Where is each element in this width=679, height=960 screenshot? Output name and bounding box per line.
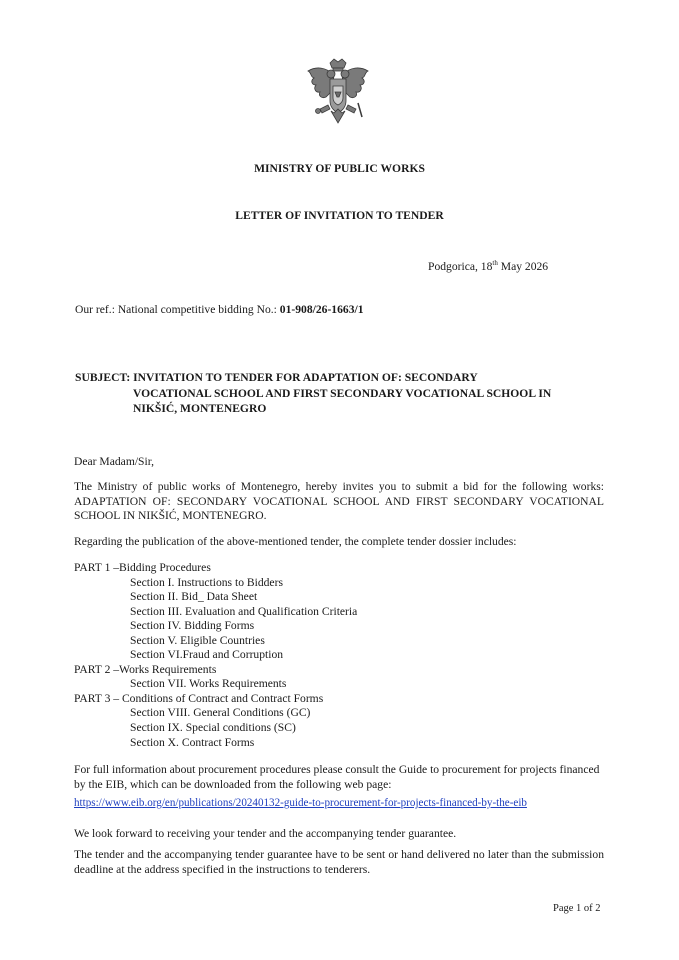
document-title: LETTER OF INVITATION TO TENDER [235,209,444,222]
part-1-section-4: Section IV. Bidding Forms [130,619,255,633]
part-3-section-2: Section IX. Special conditions (SC) [130,721,296,735]
part-3-title: PART 3 – Conditions of Contract and Contract Forms [74,691,324,705]
part-3-section-3: Section X. Contract Forms [130,735,255,749]
date-line [428,259,548,273]
reference-number: 01-908/26-1663/1 [279,303,364,316]
subject-line-3: NIKŠIĆ, MONTENEGRO [133,402,267,415]
part-2-title: PART 2 –Works Requirements [74,662,217,676]
part-1-title: PART 1 –Bidding Procedures [74,561,211,574]
dossier-contents-list [74,561,357,750]
subject-line-2: VOCATIONAL SCHOOL AND FIRST SECONDARY VOCATIONAL SCHOOL IN [133,387,552,400]
part-2-section-1: Section VII. Works Requirements [130,677,287,691]
look-forward-paragraph: We look forward to receiving your tender and the accompanying tender guarantee. [74,827,457,840]
part-1-section-6: Section VI.Fraud and Corruption [130,648,284,662]
subject-continuation [133,386,551,416]
reference-label: Our ref.: National competitive bidding No.: [75,303,280,316]
subject-line-1: SUBJECT: INVITATION TO TENDER FOR ADAPTATION OF: SECONDARY [75,371,478,384]
dossier-intro: Regarding the publication of the above-mentioned tender, the complete tender dossier includes: [74,535,517,548]
date-rest: May 2026 [497,259,549,273]
ministry-name: MINISTRY OF PUBLIC WORKS [254,162,425,175]
part-1-section-5: Section V. Eligible Countries [130,633,265,647]
part-1-section-2: Section II. Bid_ Data Sheet [130,590,258,604]
coat-of-arms-emblem [304,57,372,129]
procurement-info-paragraph: For full information about procurement procedures please consult the Guide to procurement for projects financed by the EIB, which can be downloaded from the following web page: [74,763,600,791]
date-place: Podgorica, 18 [428,259,493,273]
salutation: Dear Madam/Sir, [74,455,155,468]
part-3-section-1: Section VIII. General Conditions (GC) [130,706,311,720]
part-1-section-3: Section III. Evaluation and Qualification Criteria [130,604,358,618]
reference-line [75,303,364,316]
date-ordinal: th [492,259,498,267]
deadline-paragraph: The tender and the accompanying tender guarantee have to be sent or hand delivered no later than the submission deadline at the address specified in the instructions to tenderers. [74,848,604,876]
part-1-section-1: Section I. Instructions to Bidders [130,575,283,589]
intro-paragraph: The Ministry of public works of Montenegro, hereby invites you to submit a bid for the following works: ADAPTATION OF: SECONDARY VOCATIONAL SCHOOL AND FIRST SECONDARY VOCATIONAL SCHOOL IN NIKŠIĆ, MONTENEGRO. [74,480,604,523]
eib-guide-link[interactable]: https://www.eib.org/en/publications/20240132-guide-to-procurement-for-projects-financed-by-the-eib [74,797,527,809]
page-number: Page 1 of 2 [553,903,601,914]
